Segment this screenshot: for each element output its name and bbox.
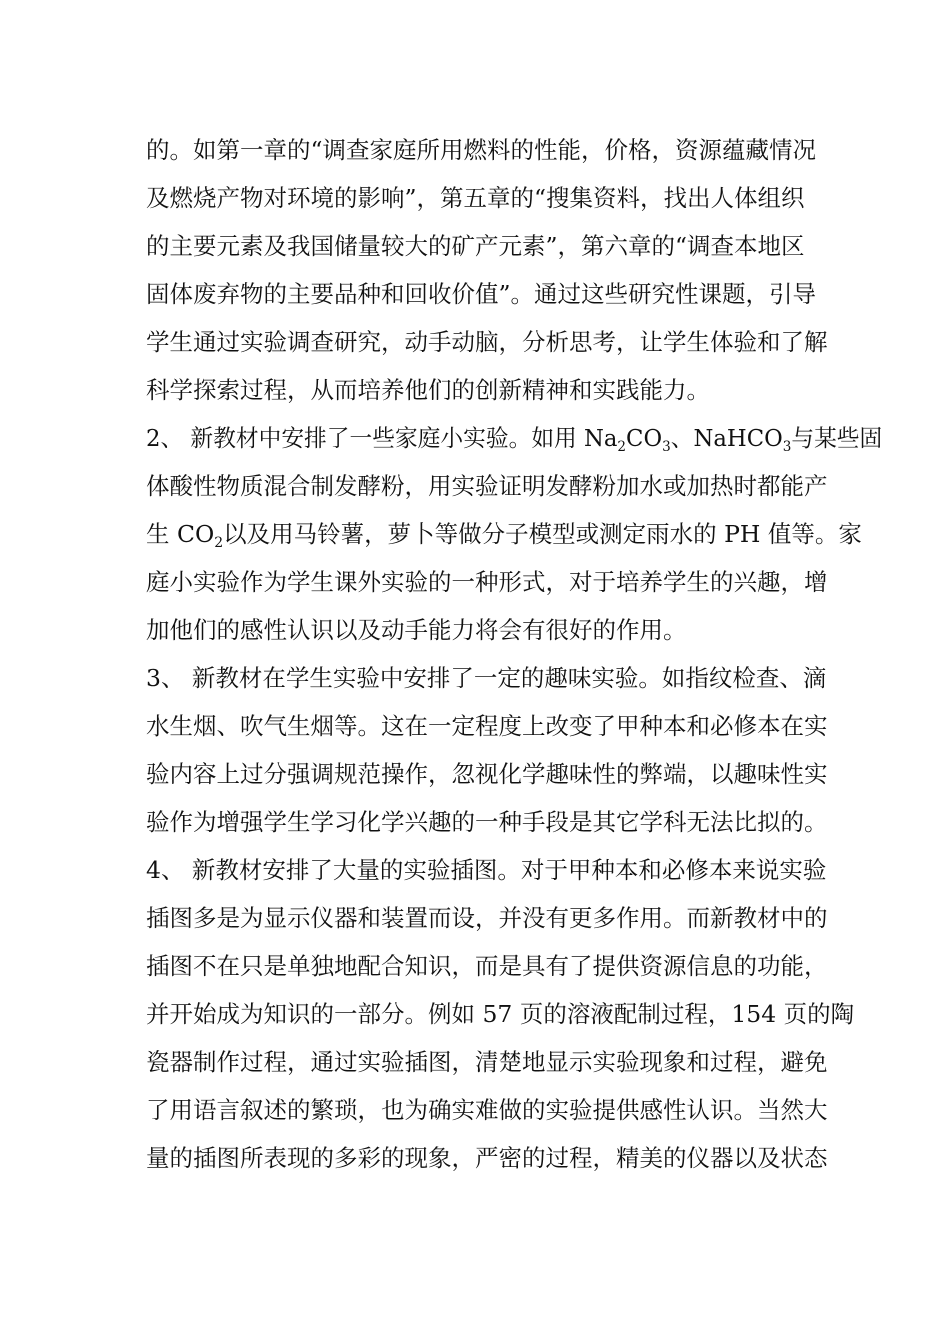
item-4-line-7: 量的插图所表现的多彩的现象，严密的过程，精美的仪器以及状态 [146, 1144, 828, 1172]
item-4-line-6: 了用语言叙述的繁琐，也为确实难做的实验提供感性认识。当然大 [146, 1096, 828, 1124]
text-line: 固体废弃物的主要品种和回收价值”。通过这些研究性课题，引导 [146, 280, 817, 308]
item-2-line-3 [146, 519, 882, 553]
text-line: 的。如第一章的“调查家庭所用燃料的性能，价格，资源蕴藏情况 [146, 136, 817, 164]
text-line: 的主要元素及我国储量较大的矿产元素”，第六章的“调查本地区 [146, 232, 805, 260]
item-3-line-4: 验作为增强学生学习化学兴趣的一种手段是其它学科无法比拟的。 [146, 808, 828, 836]
text-run: 以及用马铃薯，萝卜等做分子模型或测定雨水的 PH 值等。家 [223, 520, 862, 548]
text-line: 及燃烧产物对环境的影响”，第五章的“搜集资料，找出人体组织 [146, 184, 805, 212]
item-4-line-1: 4、 新教材安排了大量的实验插图。对于甲种本和必修本来说实验 [146, 856, 827, 884]
item-3-line-1: 3、 新教材在学生实验中安排了一定的趣味实验。如指纹检查、滴 [146, 664, 827, 692]
item-4-line-2: 插图多是为显示仪器和装置而设，并没有更多作用。而新教材中的 [146, 904, 828, 932]
item-4-line-5: 瓷器制作过程，通过实验插图，清楚地显示实验现象和过程，避免 [146, 1048, 828, 1076]
text-run: 生 CO [146, 520, 215, 548]
text-run: CO [626, 424, 663, 452]
item-3-line-3: 验内容上过分强调规范操作，忽视化学趣味性的弊端，以趣味性实 [146, 760, 828, 788]
item-2-line-5: 加他们的感性认识以及动手能力将会有很好的作用。 [146, 616, 687, 644]
text-run: 2、 新教材中安排了一些家庭小实验。如用 Na [146, 424, 618, 452]
item-4-line-4: 并开始成为知识的一部分。例如 57 页的溶液配制过程，154 页的陶 [146, 1000, 855, 1028]
subscript: 3 [662, 439, 671, 455]
text-run: 、NaHCO [670, 424, 783, 452]
text-run: 与某些固 [791, 424, 883, 452]
subscript: 2 [214, 535, 224, 551]
item-4-line-3: 插图不在只是单独地配合知识，而是具有了提供资源信息的功能， [146, 952, 828, 980]
text-line: 科学探索过程，从而培养他们的创新精神和实践能力。 [146, 376, 710, 404]
item-2-line-2: 体酸性物质混合制发酵粉，用实验证明发酵粉加水或加热时都能产 [146, 472, 828, 500]
text-line: 学生通过实验调查研究，动手动脑，分析思考，让学生体验和了解 [146, 328, 828, 356]
item-2-line-4: 庭小实验作为学生课外实验的一种形式，对于培养学生的兴趣，增 [146, 568, 828, 596]
item-2-line-1 [146, 423, 883, 457]
subscript: 2 [617, 439, 627, 455]
subscript: 3 [782, 439, 792, 455]
item-3-line-2: 水生烟、吹气生烟等。这在一定程度上改变了甲种本和必修本在实 [146, 712, 828, 740]
